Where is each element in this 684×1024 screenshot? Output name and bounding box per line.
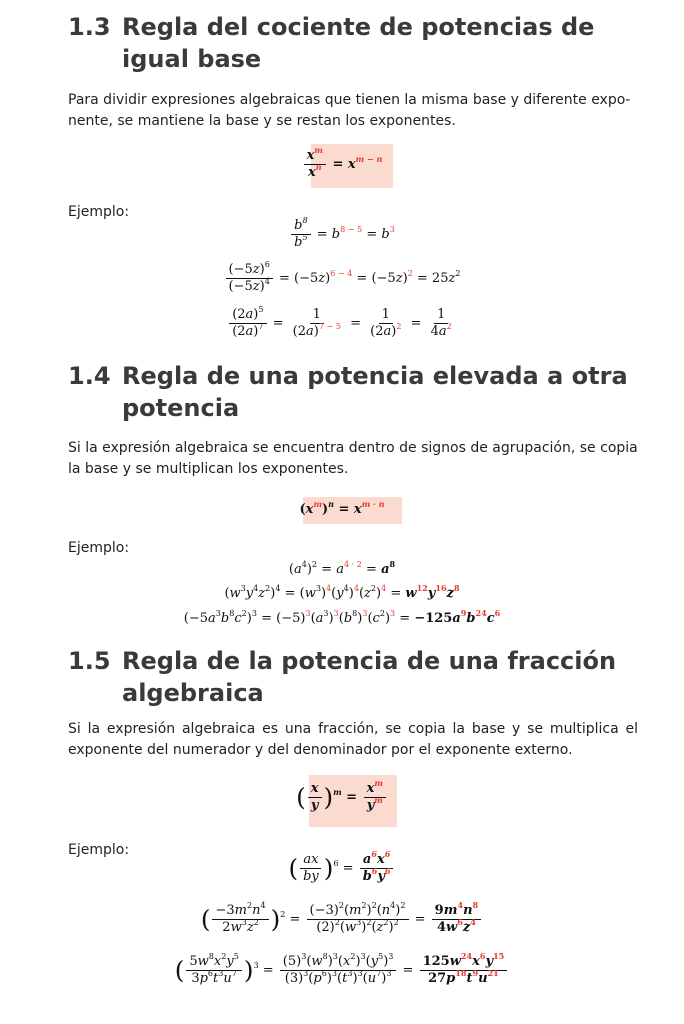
section-title: Regla de la potencia de una fracción algebraica <box>122 647 617 707</box>
rule-formula: ( $\frac{x}{y}$ )$^m$ = $\frac{x^m}{y^m}$ <box>0 781 684 815</box>
section-description: Si la expresión algebraica es una fracción, se copia la base y se multiplica el exponente del numerador y del denominador por el exponente externo. <box>68 721 638 758</box>
example-label: Ejemplo: <box>68 204 130 220</box>
example-formula: $(-5a^3b^8c^2)^3 = (-5)^3(a^3)^3(b^8)^3(c^2)^3 = -125a^9b^{24}c^6$ <box>183 608 501 626</box>
example-formula: ( $\frac{ax}{by}$ )$^6$ = $\frac{a^6x^6}{b^6y^6}$ <box>0 852 684 886</box>
example-formula: $\frac{(2a)^5}{(2a)^7}$ = $\frac{1}{(2a)^{7 - 5}}$ = $\frac{1}{(2a)^2}$ = $\frac{1}{4a^2}$ <box>0 307 684 341</box>
example-label: Ejemplo: <box>68 540 130 556</box>
section-number: 1.3 <box>68 13 111 41</box>
rule-formula: $(x^m)^n = x^{m \cdot n}$ <box>299 499 385 517</box>
section-description: Para dividir expresiones algebraicas que tienen la misma base y diferente exponente, se mantiene la base y se restan los exponentes. <box>68 92 631 129</box>
section-description: Si la expresión algebraica se encuentra dentro de signos de agrupación, se copia la base y se multiplican los exponentes. <box>68 440 638 477</box>
section-heading-1-5 <box>68 645 628 709</box>
section-number: 1.4 <box>68 362 111 390</box>
section-heading-1-3 <box>68 11 628 75</box>
section-title: Regla del cociente de potencias de igual base <box>122 13 595 73</box>
section-number: 1.5 <box>68 647 111 675</box>
example-label: Ejemplo: <box>68 842 130 858</box>
rule-formula: $\frac{x^m}{x^n}$ = $x^{m - n}$ <box>0 148 684 182</box>
section-title: Regla de una potencia elevada a otra potencia <box>122 362 628 422</box>
example-formula: ( $\frac{5w^8x^2y^5}{3p^6t^3u^7}$ )$^3$ = $\frac{(5)^3(w^8)^3(x^2)^3(y^5)^3}{(3)^3(p^6)^3(t^3)^3(u^7)^3}$ = $\frac{125w^{24}x^6y^{15}}{27p^{18}t^9u^{21}}$ <box>0 954 684 988</box>
example-formula: $(a^4)^2 = a^{4 \cdot 2} = a^8$ <box>288 559 396 577</box>
example-formula: $(w^3y^4z^2)^4 = (w^3)^4(y^4)^4(z^2)^4 = w^{12}y^{16}z^8$ <box>224 583 460 601</box>
example-formula: ( $\frac{-3m^2n^4}{2w^3z^2}$ )$^2$ = $\frac{(-3)^2(m^2)^2(n^4)^2}{(2)^2(w^3)^2(z^2)^2}$ = $\frac{9m^4n^8}{4w^6z^4}$ <box>0 903 684 937</box>
section-heading-1-4 <box>68 360 628 424</box>
example-formula: $\frac{(-5z)^6}{(-5z)^4}$ = $(-5z)^{6 - 4} = (-5z)^2 = 25z^2$ <box>0 262 684 296</box>
example-formula: $\frac{b^8}{b^5}$ = $b^{8 - 5} = b^3$ <box>0 218 684 252</box>
